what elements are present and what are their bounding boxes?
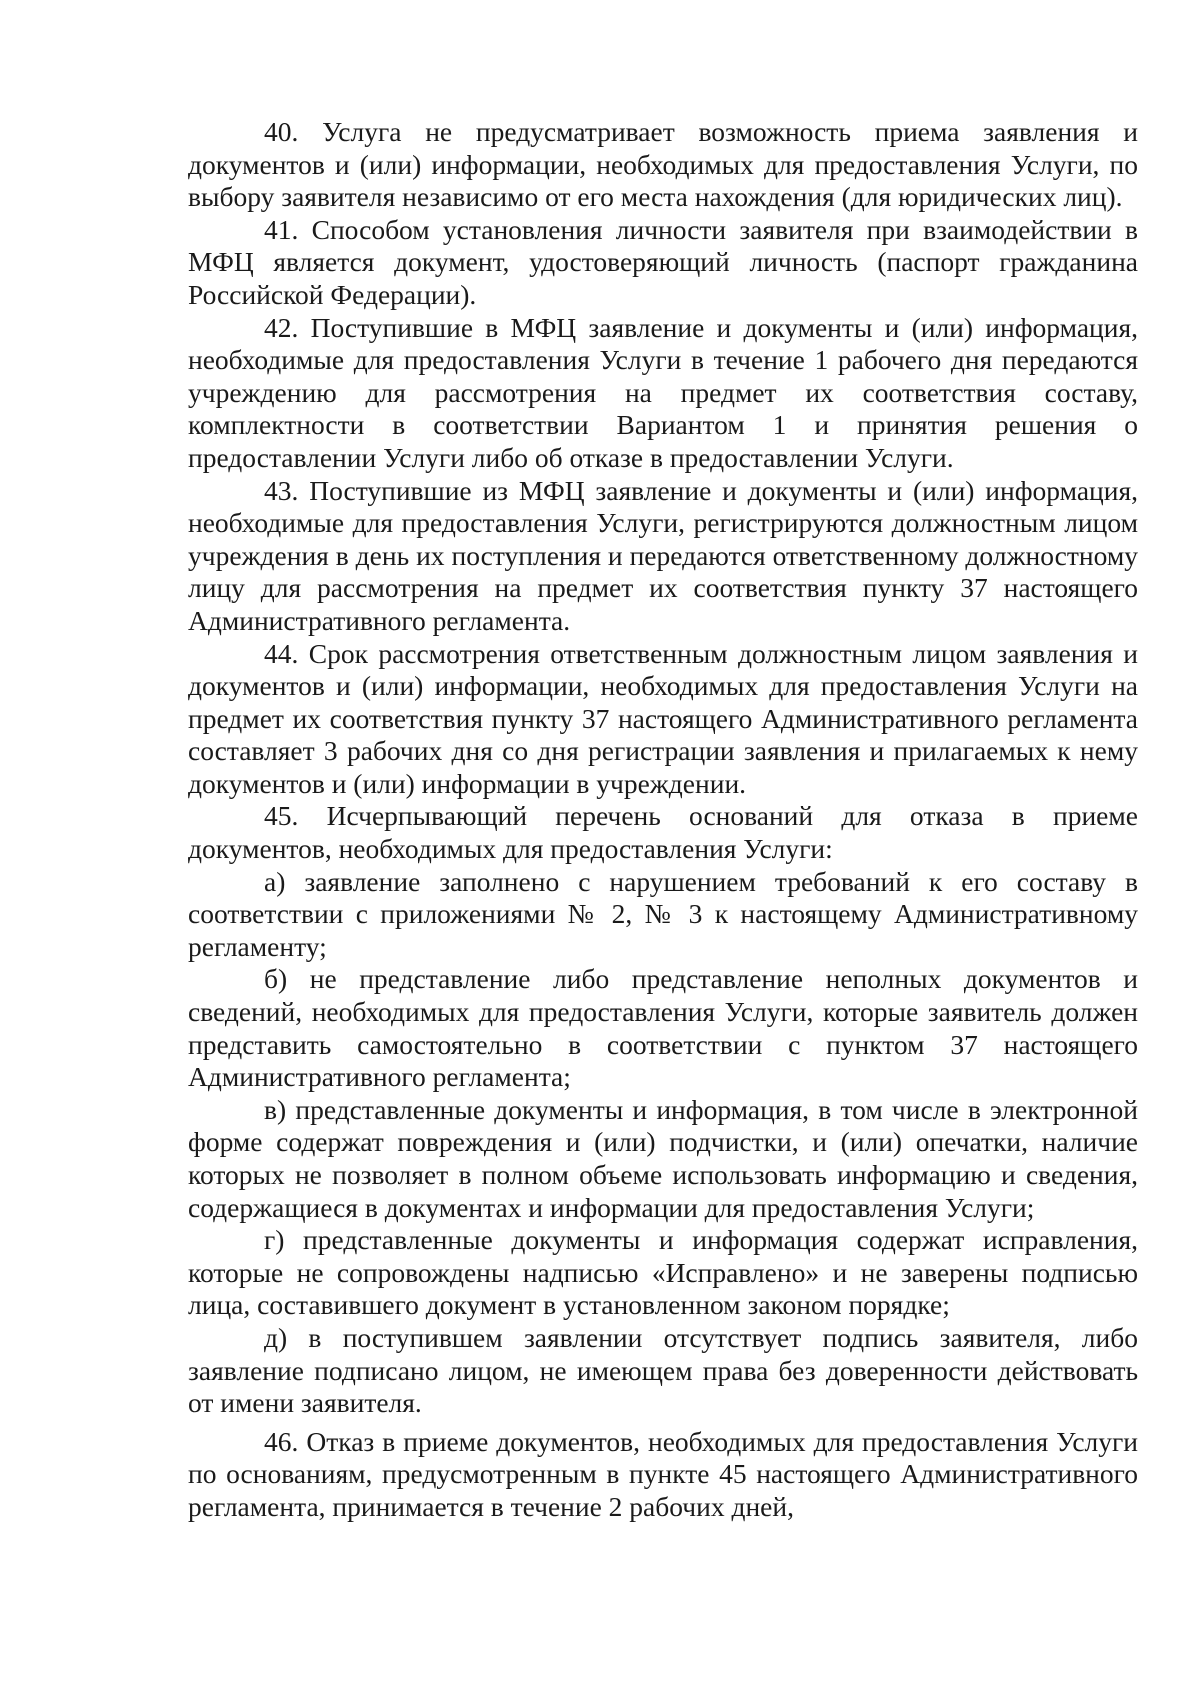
- paragraph-45-g: г) представленные документы и информация содержат исправления, которые не сопровождены надписью «Исправлено» и не заверены подписью лица, составившего документ в установленном законом порядке;: [188, 1224, 1138, 1321]
- paragraph-45-a: а) заявление заполнено с нарушением требований к его составу в соответствии с приложениями № 2, № 3 к настоящему Административному регламенту;: [188, 865, 1138, 962]
- paragraph-40: 40. Услуга не предусматривает возможность приема заявления и документов и (или) информации, необходимых для предоставления Услуги, по выбору заявителя независимо от его места нахождения (для юридических лиц).: [188, 116, 1138, 213]
- paragraph-45-b: б) не представление либо представление неполных документов и сведений, необходимых для предоставления Услуги, которые заявитель должен представить самостоятельно в соответствии с пунктом 37 настоящего Административного регламента;: [188, 963, 1138, 1093]
- paragraph-45-v: в) представленные документы и информация, в том числе в электронной форме содержат повреждения и (или) подчистки, и (или) опечатки, наличие которых не позволяет в полном объеме использовать информацию и сведения, содержащиеся в документах и информации для предоставления Услуги;: [188, 1093, 1138, 1223]
- paragraph-42: 42. Поступившие в МФЦ заявление и документы и (или) информация, необходимые для предоставления Услуги в течение 1 рабочего дня передаются учреждению для рассмотрения на предмет их соответствия составу, комплектности в соответствии Вариантом 1 и принятия решения о предоставлении Услуги либо об отказе в предоставлении Услуги.: [188, 311, 1138, 473]
- paragraph-44: 44. Срок рассмотрения ответственным должностным лицом заявления и документов и (или) информации, необходимых для предоставления Услуги на предмет их соответствия пункту 37 настоящего Административного регламента составляет 3 рабочих дня со дня регистрации заявления и прилагаемых к нему документов и (или) информации в учреждении.: [188, 637, 1138, 799]
- paragraph-43: 43. Поступившие из МФЦ заявление и документы и (или) информация, необходимые для предоставления Услуги, регистрируются должностным лицом учреждения в день их поступления и передаются ответственному должностному лицу для рассмотрения на предмет их соответствия пункту 37 настоящего Административного регламента.: [188, 474, 1138, 636]
- paragraph-45-d: д) в поступившем заявлении отсутствует подпись заявителя, либо заявление подписано лицом, не имеющем права без доверенности действовать от имени заявителя.: [188, 1321, 1138, 1419]
- paragraph-41: 41. Способом установления личности заявителя при взаимодействии в МФЦ является документ, удостоверяющий личность (паспорт гражданина Российской Федерации).: [188, 213, 1138, 310]
- document-body: [188, 116, 1138, 1524]
- paragraph-46: 46. Отказ в приеме документов, необходимых для предоставления Услуги по основаниям, предусмотренным в пункте 45 настоящего Административного регламента, принимается в течение 2 рабочих дней,: [188, 1425, 1138, 1522]
- paragraph-45: 45. Исчерпывающий перечень оснований для отказа в приеме документов, необходимых для предоставления Услуги:: [188, 800, 1138, 865]
